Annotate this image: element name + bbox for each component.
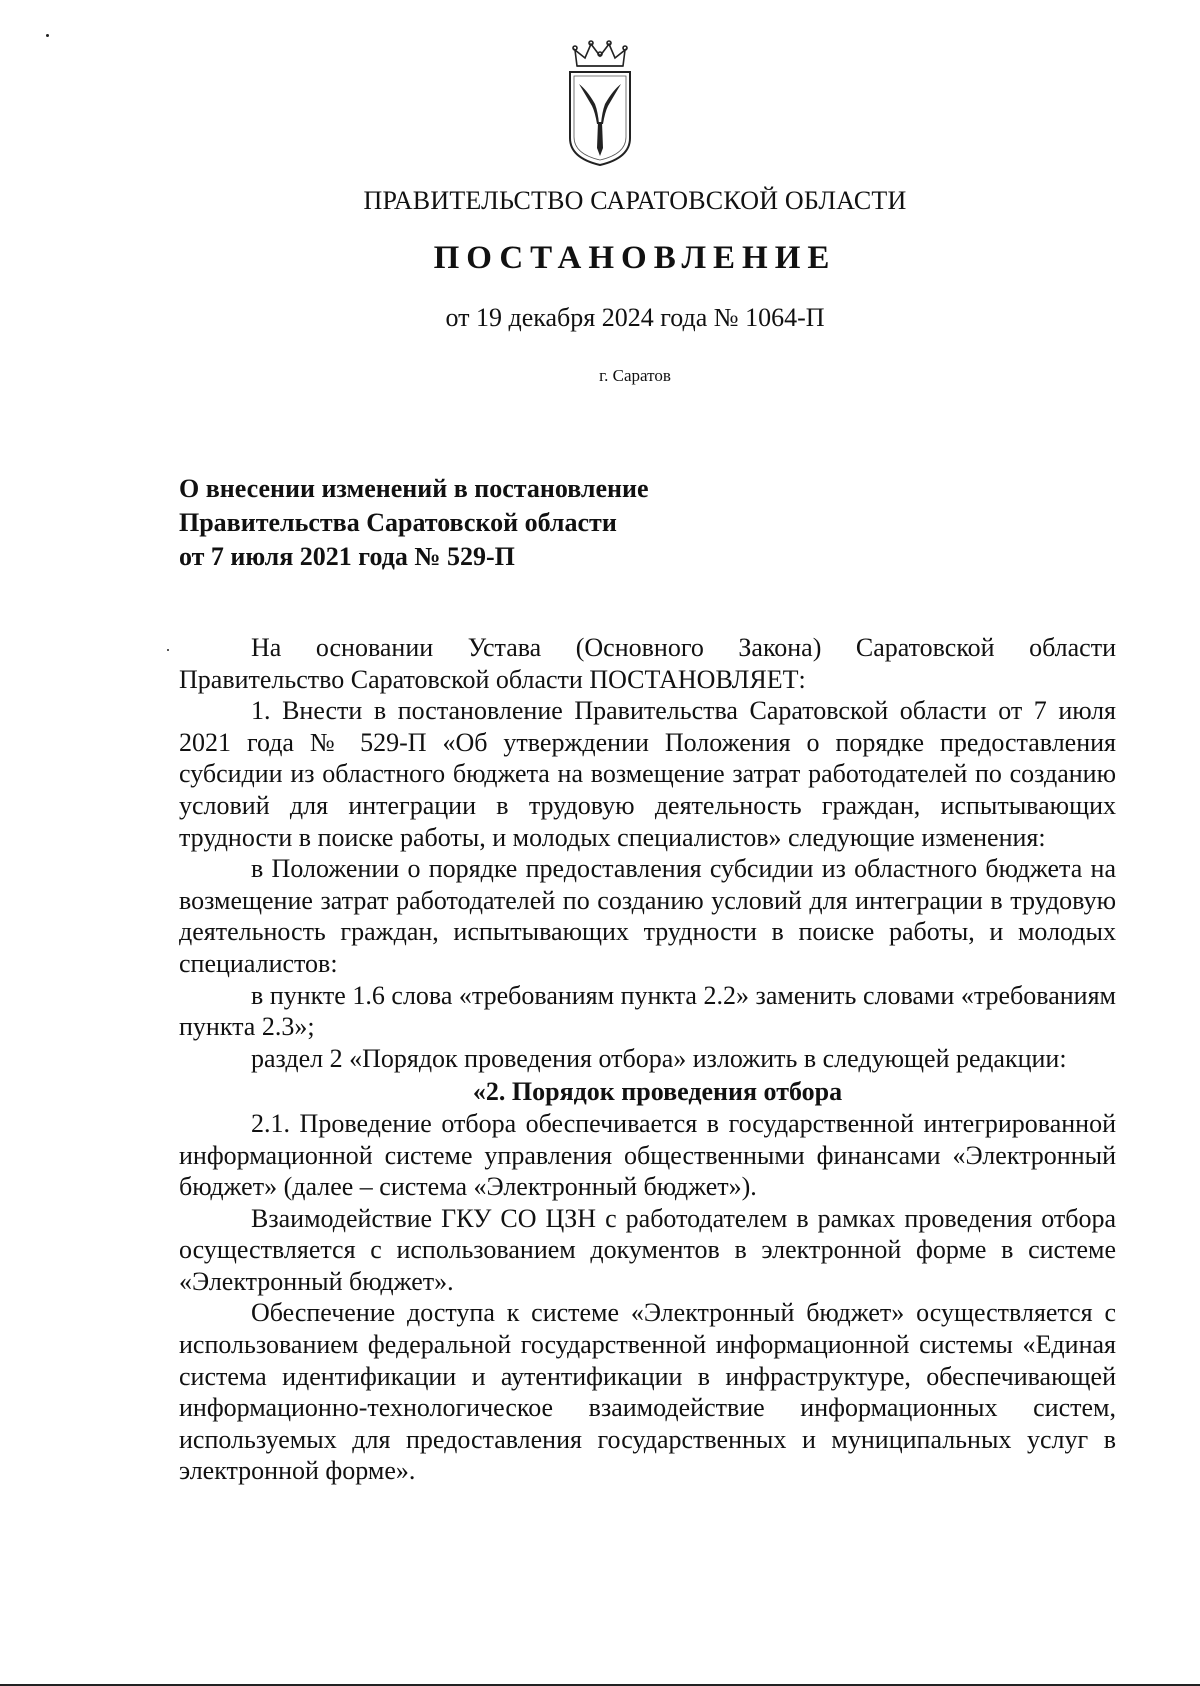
subject-line: от 7 июля 2021 года № 529-П [179,542,515,571]
document-type-title: ПОСТАНОВЛЕНИЕ [433,240,837,276]
paragraph-item-1: 1. Внести в постановление Правительства Саратовской области от 7 июля 2021 года № 529-П «Об утверждении Положения о порядке предоставления субсидии из областного бюджета на возмещение затрат работодателей по созданию условий для интеграции в трудовую деятельность граждан, испытывающих трудности в поиске работы, и молодых специалистов» следующие изменения: [179,696,1116,852]
document-body [179,632,1116,1487]
subject-line: Правительства Саратовской области [179,508,617,537]
paragraph-interaction: Взаимодействие ГКУ СО ЦЗН с работодателем в рамках проведения отбора осуществляется с использованием документов в электронной форме в системе «Электронный бюджет». [179,1203,1116,1296]
scan-speck [167,649,169,651]
document-date-number: от 19 декабря 2024 года № 1064-П [445,303,825,332]
section-heading: «2. Порядок проведения отбора [472,1077,843,1107]
document-subject [179,472,799,574]
document-city: г. Саратов [599,366,671,385]
paragraph-access: Обеспечение доступа к системе «Электронный бюджет» осуществляется с использованием федеральной государственной информационной системы «Единая система идентификации и аутентификации в инфраструктуре, обеспечивающей информационно-технологическое взаимодействие информационных систем, используемых для предоставления государственных и муниципальных услуг в электронной форме». [179,1298,1116,1486]
paragraph-section-2-intro: раздел 2 «Порядок проведения отбора» изложить в следующей редакции: [251,1043,1067,1073]
paragraph-2-1: 2.1. Проведение отбора обеспечивается в государственной интегрированной информационной системе управления общественными финансами «Электронный бюджет» (далее – система «Электронный бюджет»). [179,1108,1116,1202]
paragraph-clause-1-6: в пункте 1.6 слова «требованиям пункта 2.2» заменить словами «требованиям пункта 2.3»; [179,980,1116,1042]
paragraph-basis: На основании Устава (Основного Закона) Саратовской области Правительство Саратовской области ПОСТАНОВЛЯЕТ: [179,633,1116,694]
paragraph-regulation-change: в Положении о порядке предоставления субсидии из областного бюджета на возмещение затрат работодателей по созданию условий для интеграции в трудовую деятельность граждан, испытывающих трудности в поиске работы, и молодых специалистов: [179,854,1116,978]
subject-line: О внесении изменений в постановление [179,474,649,503]
coat-of-arms-icon [565,40,635,168]
scan-speck [46,34,49,37]
government-name: ПРАВИТЕЛЬСТВО САРАТОВСКОЙ ОБЛАСТИ [363,186,907,215]
